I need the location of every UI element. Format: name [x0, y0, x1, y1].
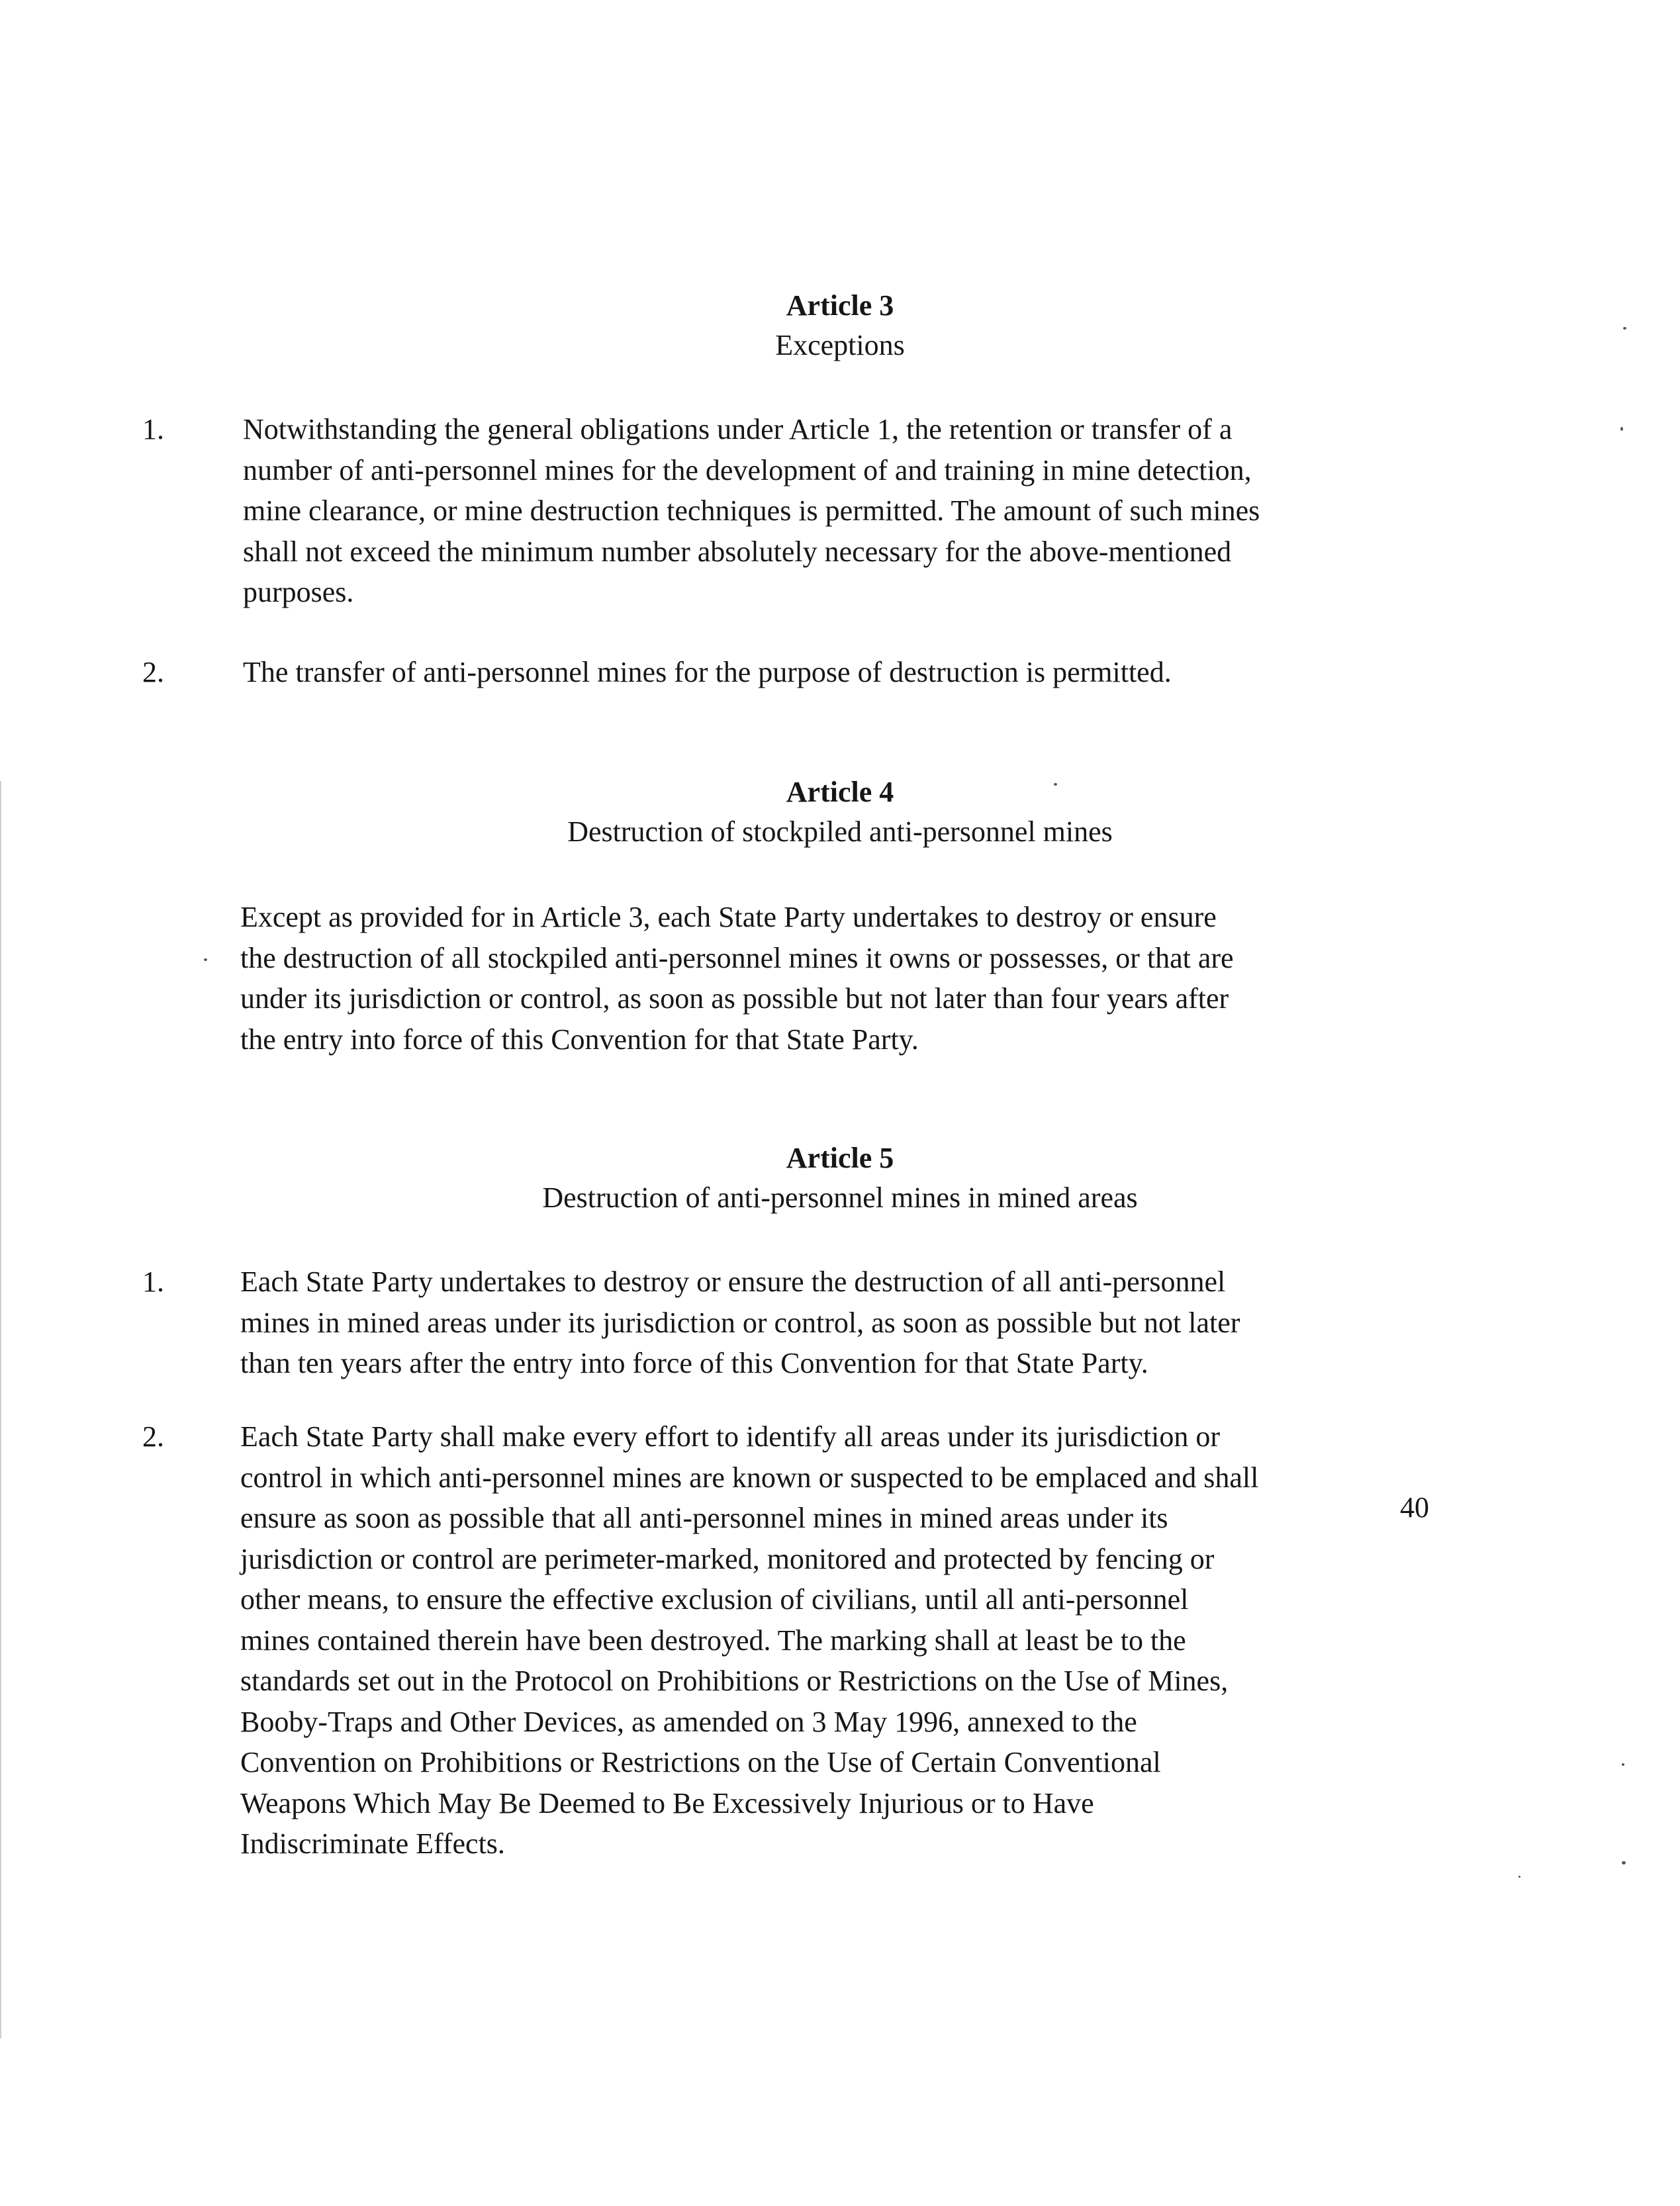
article-4-title: Article 4 — [786, 776, 894, 808]
article-3-heading — [0, 286, 1680, 365]
article-3-item-1-text: Notwithstanding the general obligations under Article 1, the retention or transfer of a number of anti-personnel mines for the development of and training in mine detection, mine clearance, or mine destruction techniques is permitted. The amount of such mines shall not exceed the minimum number absolutely necessary for the above-mentioned purposes. — [243, 413, 1260, 608]
scan-speck — [1622, 1861, 1626, 1864]
article-5-title: Article 5 — [786, 1142, 894, 1174]
scan-speck — [1518, 1876, 1520, 1878]
article-5-item-2-number: 2. — [142, 1420, 164, 1453]
scan-speck — [204, 958, 207, 961]
scan-speck — [1622, 1763, 1624, 1766]
article-4-subtitle: Destruction of stockpiled anti-personnel mines — [567, 815, 1113, 848]
article-5-item-1-number: 1. — [142, 1265, 164, 1298]
article-3-subtitle: Exceptions — [775, 329, 905, 361]
scan-speck — [1620, 427, 1623, 431]
page-number: 40 — [1400, 1491, 1429, 1524]
article-4-text: Except as provided for in Article 3, each State Party undertakes to destroy or ensure the destruction of all stockpiled anti-personnel mines it owns or possesses, or that are under its jurisdiction or control, as soon as possible but not later than four years after the entry into force of this Convention for that State Party. — [240, 901, 1234, 1056]
article-4-heading — [0, 772, 1680, 852]
article-5-heading — [0, 1138, 1680, 1218]
scan-speck — [1623, 327, 1626, 330]
article-5-item-1-text: Each State Party undertakes to destroy or ensure the destruction of all anti-personnel mines in mined areas under its jurisdiction or control, as soon as possible but not later than ten years after the entry into force of this Convention for that State Party. — [240, 1265, 1240, 1379]
scan-edge-shadow — [0, 781, 1, 2039]
article-3-item-2-number: 2. — [142, 656, 164, 688]
article-5-item-2-text: Each State Party shall make every effort to identify all areas under its jurisdiction or control in which anti-personnel mines are known or suspected to be emplaced and shall ensure as soon as possible that all anti-personnel mines in mined areas under its jurisdiction or control are perimeter-marked, monitored and protected by fencing or other means, to ensure the effective exclusion of civilians, until all anti-personnel mines contained therein have been destroyed. The marking shall at least be to the standards set out in the Protocol on Prohibitions or Restrictions on the Use of Mines, Booby-Traps and Other Devices, as amended on 3 May 1996, annexed to the Convention on Prohibitions or Restrictions on the Use of Certain Conventional Weapons Which May Be Deemed to Be Excessively Injurious or to Have Indiscriminate Effects. — [240, 1420, 1259, 1860]
article-3-item-2-text: The transfer of anti-personnel mines for the purpose of destruction is permitted. — [243, 656, 1172, 688]
article-3-item-1-number: 1. — [142, 413, 164, 445]
scan-speck — [1054, 783, 1057, 786]
article-3-title: Article 3 — [786, 289, 894, 322]
article-5-subtitle: Destruction of anti-personnel mines in mined areas — [542, 1181, 1138, 1214]
